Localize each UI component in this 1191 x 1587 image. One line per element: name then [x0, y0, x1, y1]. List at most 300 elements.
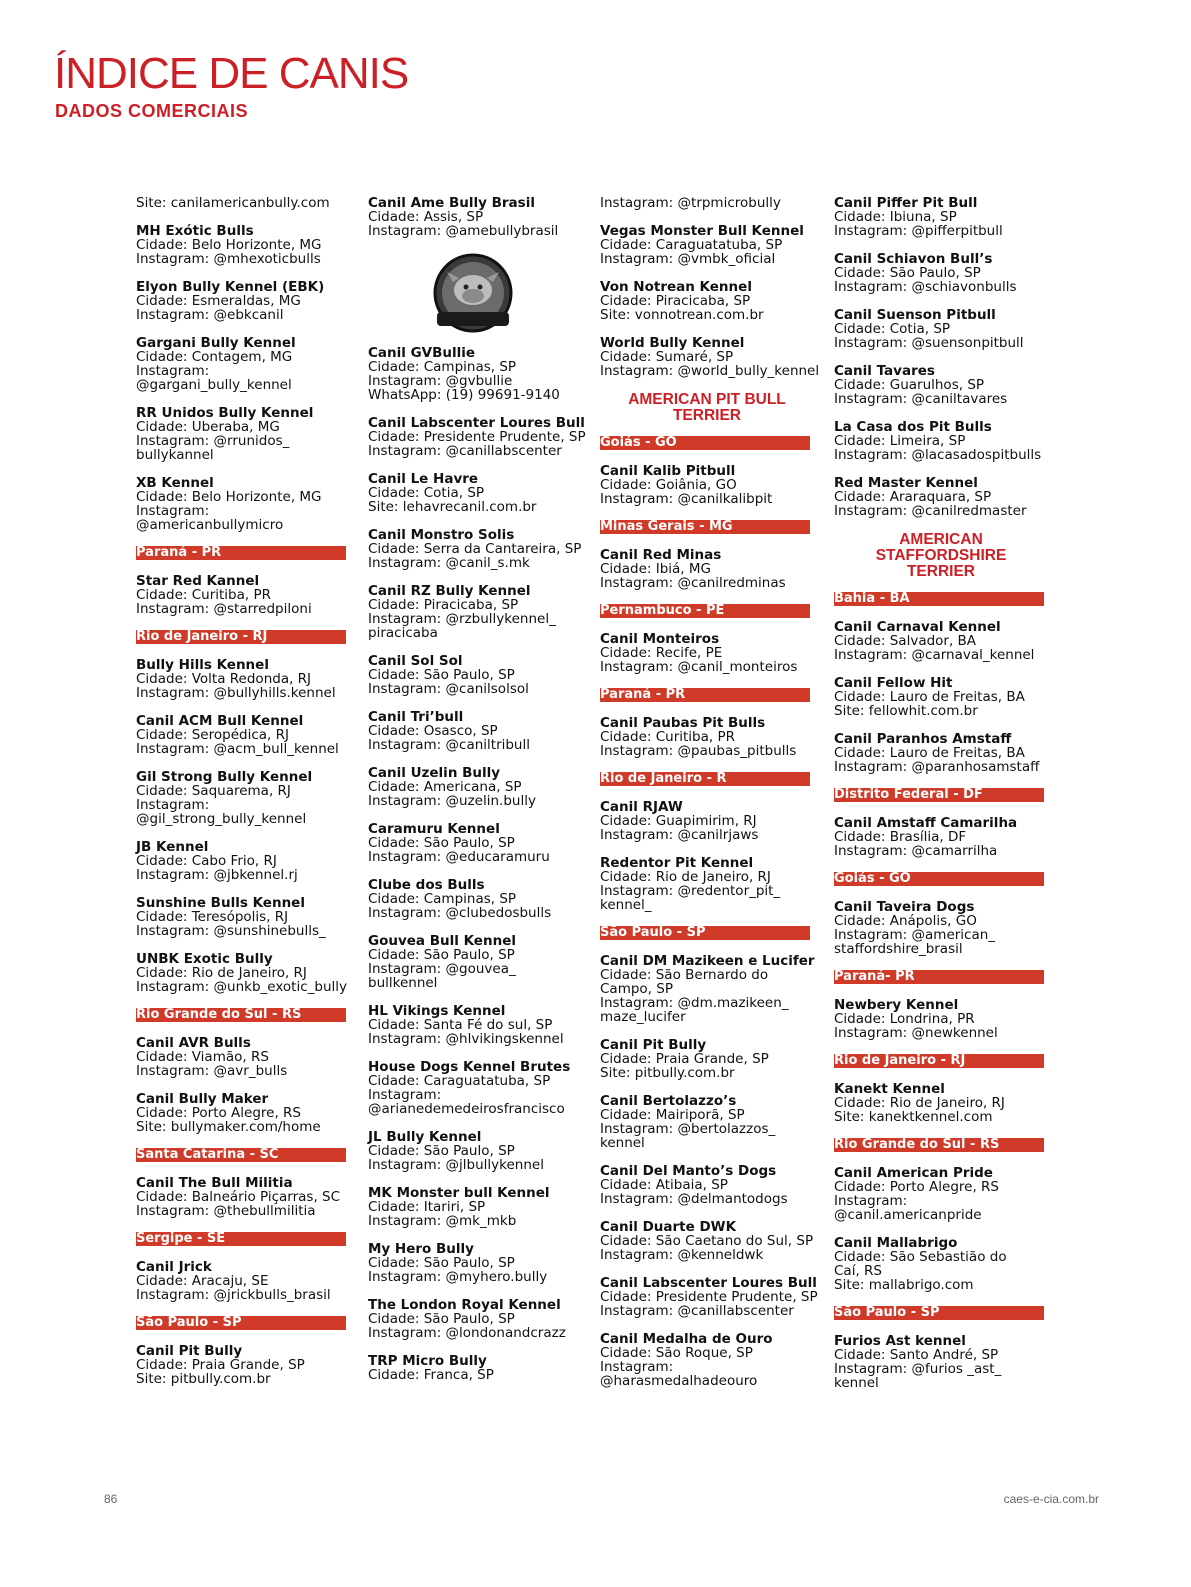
kennel-detail: Cidade: Rio de Janeiro, RJ: [600, 869, 771, 885]
kennel-detail: Instagram: @starredpiloni: [136, 601, 312, 617]
kennel-name: Star Red Kannel: [136, 573, 260, 589]
kennel-name: Canil Mallabrigo: [834, 1235, 958, 1251]
listing-text: Site: canilamericanbully.com: [136, 195, 330, 211]
region-header: Rio Grande do Sul - RS: [834, 1138, 1044, 1152]
kennel-name: Canil Bertolazzo’s: [600, 1093, 737, 1109]
kennel-detail: @canil.americanpride: [834, 1207, 982, 1223]
listing-item: [834, 816, 1048, 858]
kennel-detail: Instagram: @schiavonbulls: [834, 279, 1017, 295]
kennel-detail: Cidade: São Caetano do Sul, SP: [600, 1233, 814, 1249]
kennel-detail: Cidade: Cotia, SP: [368, 485, 485, 501]
region-header: São Paulo - SP: [600, 926, 810, 940]
kennel-detail: Instagram: @gvbullie: [368, 373, 513, 389]
kennel-detail: Instagram: @clubedosbulls: [368, 905, 552, 921]
listing-item: [136, 1260, 350, 1302]
listing-item: [136, 714, 350, 756]
listing-item: [834, 196, 1048, 238]
kennel-detail: Cidade: Rio de Janeiro, RJ: [136, 965, 307, 981]
listing-item: [600, 280, 814, 322]
kennel-detail: Instagram: @bullyhills.kennel: [136, 685, 336, 701]
footer-site: caes-e-cia.com.br: [1003, 1492, 1099, 1506]
kennel-detail: Cidade: São Roque, SP: [600, 1345, 753, 1361]
kennel-name: Canil Del Manto’s Dogs: [600, 1163, 777, 1179]
region-header: Bahia - BA: [834, 592, 1044, 606]
kennel-detail: Cidade: Mairiporã, SP: [600, 1107, 745, 1123]
kennel-detail: Instagram: @canilkalibpit: [600, 491, 773, 507]
kennel-detail: Instagram: @avr_bulls: [136, 1063, 288, 1079]
kennel-detail: Cidade: Brasília, DF: [834, 829, 967, 845]
listing-item: [600, 954, 814, 1024]
listing-item: [136, 406, 350, 462]
kennel-detail: bullkennel: [368, 975, 438, 991]
kennel-name: Gouvea Bull Kennel: [368, 933, 516, 949]
kennel-name: Canil Piffer Pit Bull: [834, 195, 978, 211]
listing-item: [368, 472, 584, 514]
listing-item: [368, 822, 584, 864]
kennel-detail: Instagram: @dm.mazikeen_: [600, 995, 789, 1011]
listing-item: [600, 464, 814, 506]
kennel-detail: Cidade: Santa Fé do sul, SP: [368, 1017, 553, 1033]
kennel-detail: Cidade: Salvador, BA: [834, 633, 977, 649]
kennel-detail: Cidade: Belo Horizonte, MG: [136, 237, 322, 253]
listing-item: [136, 224, 350, 266]
breed-heading-line: AMERICAN PIT BULL: [628, 391, 786, 408]
kennel-detail: Instagram: @acm_bull_kennel: [136, 741, 339, 757]
kennel-detail: Cidade: Cabo Frio, RJ: [136, 853, 277, 869]
kennel-detail: Cidade: Volta Redonda, RJ: [136, 671, 312, 687]
kennel-name: Clube dos Bulls: [368, 877, 485, 893]
kennel-detail: Instagram: @ebkcanil: [136, 307, 284, 323]
kennel-detail: Instagram: @canil_s.mk: [368, 555, 530, 571]
kennel-detail: Site: kanektkennel.com: [834, 1109, 993, 1125]
kennel-detail: Site: fellowhit.com.br: [834, 703, 978, 719]
kennel-name: La Casa dos Pit Bulls: [834, 419, 992, 435]
kennel-detail: Instagram: @jbkennel.rj: [136, 867, 298, 883]
kennel-detail: Instagram: @canilredminas: [600, 575, 786, 591]
kennel-detail: Instagram: @caniltribull: [368, 737, 530, 753]
kennel-detail: Cidade: Osasco, SP: [368, 723, 498, 739]
kennel-detail: Cidade: Piracicaba, SP: [600, 293, 751, 309]
page-title: ÍNDICE DE CANIS: [54, 49, 409, 98]
kennel-name: HL Vikings Kennel: [368, 1003, 506, 1019]
kennel-detail: Cidade: Caraguatatuba, SP: [368, 1073, 551, 1089]
kennel-detail: Cidade: Aracaju, SE: [136, 1273, 269, 1289]
kennel-detail: Cidade: Sumaré, SP: [600, 349, 734, 365]
kennel-detail: Cidade: Piracicaba, SP: [368, 597, 519, 613]
listing-text: Instagram: @trpmicrobully: [600, 195, 781, 211]
listing-item: [136, 574, 350, 616]
kennel-detail: kennel: [834, 1375, 879, 1391]
kennel-name: Canil Uzelin Bully: [368, 765, 501, 781]
kennel-name: Vegas Monster Bull Kennel: [600, 223, 804, 239]
listing-item: [136, 336, 350, 392]
kennel-name: Canil Fellow Hit: [834, 675, 953, 691]
kennel-name: Canil AVR Bulls: [136, 1035, 251, 1051]
kennel-detail: Cidade: Araraquara, SP: [834, 489, 992, 505]
kennel-detail: Cidade: Porto Alegre, RS: [834, 1179, 999, 1195]
listing-item: [136, 896, 350, 938]
kennel-name: Red Master Kennel: [834, 475, 978, 491]
kennel-detail: Cidade: São Bernardo do: [600, 967, 769, 983]
kennel-detail: Instagram: @myhero.bully: [368, 1269, 548, 1285]
kennel-name: Canil Tri’bull: [368, 709, 464, 725]
kennel-detail: Instagram: @gouvea_: [368, 961, 516, 977]
kennel-detail: Instagram: @jrickbulls_brasil: [136, 1287, 331, 1303]
column-2: [368, 196, 584, 1396]
kennel-detail: Instagram: @paubas_pitbulls: [600, 743, 797, 759]
kennel-name: My Hero Bully: [368, 1241, 474, 1257]
kennel-name: Canil Labscenter Loures Bull: [368, 415, 585, 431]
listing-item: [136, 952, 350, 994]
listing-item: [136, 1176, 350, 1218]
kennel-name: Sunshine Bulls Kennel: [136, 895, 305, 911]
listing-item: [368, 528, 584, 570]
kennel-name: House Dogs Kennel Brutes: [368, 1059, 571, 1075]
kennel-name: JL Bully Kennel: [368, 1129, 482, 1145]
kennel-name: Canil GVBullie: [368, 345, 476, 361]
kennel-detail: Cidade: Anápolis, GO: [834, 913, 977, 929]
kennel-detail: Cidade: Contagem, MG: [136, 349, 293, 365]
listing-item: [600, 632, 814, 674]
kennel-detail: Cidade: Ibiuna, SP: [834, 209, 957, 225]
kennel-detail: Instagram: @american_: [834, 927, 996, 943]
kennel-detail: Instagram: @delmantodogs: [600, 1191, 788, 1207]
listing-item: [834, 1166, 1048, 1222]
kennel-detail: Cidade: Assis, SP: [368, 209, 484, 225]
kennel-detail: Cidade: São Paulo, SP: [368, 1143, 515, 1159]
region-header: Rio de Janeiro - R: [600, 772, 810, 786]
kennel-detail: Instagram:: [600, 1359, 674, 1375]
kennel-name: Canil Pit Bully: [136, 1343, 243, 1359]
kennel-detail: Instagram: @vmbk_oficial: [600, 251, 776, 267]
kennel-name: Canil Paranhos Amstaff: [834, 731, 1012, 747]
kennel-detail: Instagram: @canillabscenter: [600, 1303, 794, 1319]
kennel-name: Canil RJAW: [600, 799, 683, 815]
listing-item: [368, 196, 584, 238]
kennel-detail: piracicaba: [368, 625, 438, 641]
listing-item: [834, 1334, 1048, 1390]
kennel-detail: Cidade: Presidente Prudente, SP: [600, 1289, 818, 1305]
listing-item: [368, 416, 584, 458]
kennel-detail: Site: pitbully.com.br: [600, 1065, 735, 1081]
listing-item: [600, 1275, 818, 1319]
kennel-detail: Cidade: Atibaia, SP: [600, 1177, 728, 1193]
listing-item: [368, 1004, 584, 1046]
kennel-detail: Instagram:: [136, 797, 210, 813]
kennel-detail: @gil_strong_bully_kennel: [136, 811, 307, 827]
region-header: Santa Catarina - SC: [136, 1148, 346, 1162]
kennel-detail: Instagram: @lacasadospitbulls: [834, 447, 1042, 463]
kennel-name: Bully Hills Kennel: [136, 657, 269, 673]
kennel-detail: Cidade: Guarulhos, SP: [834, 377, 985, 393]
kennel-detail: Instagram: @canilrjaws: [600, 827, 759, 843]
kennel-detail: Cidade: Curitiba, PR: [600, 729, 736, 745]
kennel-detail: Instagram: @mk_mkb: [368, 1213, 517, 1229]
listing-item: [600, 800, 814, 842]
kennel-detail: WhatsApp: (19) 99691-9140: [368, 387, 560, 403]
kennel-name: Canil The Bull Militia: [136, 1175, 293, 1191]
kennel-detail: Cidade: Praia Grande, SP: [600, 1051, 769, 1067]
kennel-detail: Cidade: São Sebastião do: [834, 1249, 1007, 1265]
kennel-detail: Cidade: Uberaba, MG: [136, 419, 280, 435]
listing-item: [136, 1344, 350, 1386]
kennel-name: Newbery Kennel: [834, 997, 959, 1013]
kennel-name: Canil ACM Bull Kennel: [136, 713, 304, 729]
kennel-name: Canil Monteiros: [600, 631, 720, 647]
listing-item: [136, 1036, 350, 1078]
kennel-detail: Cidade: Itariri, SP: [368, 1199, 486, 1215]
listing-item: [136, 476, 350, 532]
listing-item: [834, 252, 1048, 294]
kennel-name: Canil Carnaval Kennel: [834, 619, 1001, 635]
kennel-detail: Cidade: Balneário Piçarras, SC: [136, 1189, 341, 1205]
kennel-name: Canil Kalib Pitbull: [600, 463, 736, 479]
kennel-detail: Cidade: São Paulo, SP: [368, 947, 515, 963]
kennel-name: Canil Medalha de Ouro: [600, 1331, 773, 1347]
kennel-detail: Cidade: São Paulo, SP: [368, 667, 515, 683]
kennel-detail: Instagram: @unkb_exotic_bully: [136, 979, 348, 995]
listing-item: [834, 732, 1048, 774]
region-header: Paraná - PR: [600, 688, 810, 702]
page-number: 86: [104, 1492, 118, 1506]
kennel-detail: kennel_: [600, 897, 652, 913]
kennel-detail: Instagram: @camarrilha: [834, 843, 998, 859]
kennel-name: Canil DM Mazikeen e Lucifer: [600, 953, 815, 969]
listing-item: [600, 1332, 814, 1388]
kennel-detail: Instagram: @canilredmaster: [834, 503, 1027, 519]
kennel-name: The London Royal Kennel: [368, 1297, 561, 1313]
kennel-detail: Cidade: Goiânia, GO: [600, 477, 737, 493]
kennel-name: Canil Le Havre: [368, 471, 479, 487]
listing-item: [368, 1060, 584, 1116]
listing-item: [834, 364, 1048, 406]
kennel-detail: Cidade: Americana, SP: [368, 779, 522, 795]
kennel-detail: Campo, SP: [600, 981, 673, 997]
kennel-detail: Cidade: São Paulo, SP: [368, 1311, 515, 1327]
kennel-detail: Instagram: @uzelin.bully: [368, 793, 536, 809]
kennel-logo: [368, 252, 578, 334]
kennel-detail: Instagram: @rzbullykennel_: [368, 611, 556, 627]
kennel-name: Caramuru Kennel: [368, 821, 500, 837]
listing-item: [368, 1130, 584, 1172]
kennel-detail: Site: vonnotrean.com.br: [600, 307, 764, 323]
kennel-detail: @arianedemedeirosfrancisco: [368, 1101, 565, 1117]
kennel-name: Canil Paubas Pit Bulls: [600, 715, 766, 731]
breed-heading: [840, 532, 1042, 580]
listing-item: [834, 998, 1048, 1040]
kennel-name: XB Kennel: [136, 475, 214, 491]
kennel-detail: staffordshire_brasil: [834, 941, 963, 957]
kennel-detail: Instagram: @suensonpitbull: [834, 335, 1024, 351]
listing-item: [368, 654, 584, 696]
column-1: [136, 196, 350, 1400]
region-header: Pernambuco - PE: [600, 604, 810, 618]
kennel-name: Gil Strong Bully Kennel: [136, 769, 313, 785]
kennel-name: Canil Duarte DWK: [600, 1219, 737, 1235]
listing-item: [600, 1164, 814, 1206]
breed-heading: [606, 392, 808, 424]
kennel-name: UNBK Exotic Bully: [136, 951, 273, 967]
kennel-name: Gargani Bully Kennel: [136, 335, 296, 351]
kennel-detail: Instagram: @kenneldwk: [600, 1247, 764, 1263]
kennel-detail: Instagram: @carnaval_kennel: [834, 647, 1035, 663]
region-header: Sergipe - SE: [136, 1232, 346, 1246]
kennel-detail: Instagram: @redentor_pit_: [600, 883, 781, 899]
listing-item: [368, 346, 584, 402]
kennel-detail: kennel: [600, 1135, 645, 1151]
kennel-detail: Cidade: Esmeraldas, MG: [136, 293, 301, 309]
listing-item: [136, 280, 350, 322]
listing-item: [368, 1354, 584, 1382]
kennel-name: Elyon Bully Kennel (EBK): [136, 279, 325, 295]
kennel-detail: Instagram: @mhexoticbulls: [136, 251, 321, 267]
listing-item: [368, 766, 584, 808]
listing-item: [368, 1242, 584, 1284]
kennel-detail: Instagram: @hlvikingskennel: [368, 1031, 564, 1047]
kennel-detail: Cidade: Cotia, SP: [834, 321, 951, 337]
listing-item: [600, 548, 814, 590]
region-header: Rio de Janeiro - RJ: [834, 1054, 1044, 1068]
kennel-name: Canil Monstro Solis: [368, 527, 515, 543]
kennel-detail: Cidade: Lauro de Freitas, BA: [834, 745, 1025, 761]
listing-item: [834, 620, 1048, 662]
kennel-detail: Cidade: São Paulo, SP: [368, 835, 515, 851]
page-subtitle: DADOS COMERCIAIS: [55, 101, 249, 121]
kennel-detail: Caí, RS: [834, 1263, 882, 1279]
kennel-detail: Instagram: @newkennel: [834, 1025, 998, 1041]
kennel-name: MK Monster bull Kennel: [368, 1185, 550, 1201]
listing-item: [600, 716, 814, 758]
kennel-detail: Cidade: Porto Alegre, RS: [136, 1105, 301, 1121]
listing-item: [368, 710, 584, 752]
kennel-detail: Cidade: Campinas, SP: [368, 359, 517, 375]
kennel-detail: Instagram:: [136, 363, 210, 379]
kennel-detail: Instagram:: [834, 1193, 908, 1209]
kennel-detail: Instagram: @canillabscenter: [368, 443, 562, 459]
listing-item: [600, 224, 814, 266]
kennel-detail: Cidade: Viamão, RS: [136, 1049, 269, 1065]
listing-item: [600, 856, 814, 912]
kennel-name: Canil Bully Maker: [136, 1091, 269, 1107]
kennel-detail: Cidade: Serra da Cantareira, SP: [368, 541, 582, 557]
region-header: Distrito Federal - DF: [834, 788, 1044, 802]
listing-item: [834, 420, 1048, 462]
listing-item: [368, 584, 584, 640]
kennel-name: Redentor Pit Kennel: [600, 855, 754, 871]
kennel-name: Canil Red Minas: [600, 547, 722, 563]
kennel-detail: Instagram:: [136, 503, 210, 519]
breed-heading-line: STAFFORDSHIRE: [875, 547, 1007, 564]
kennel-detail: Site: bullymaker.com/home: [136, 1119, 321, 1135]
kennel-name: Canil Labscenter Loures Bull: [600, 1275, 817, 1291]
kennel-detail: Instagram: @canil_monteiros: [600, 659, 798, 675]
column-3: [600, 195, 820, 1402]
kennel-detail: Instagram: @educaramuru: [368, 849, 550, 865]
kennel-detail: Cidade: Caraguatatuba, SP: [600, 237, 783, 253]
kennel-name: Von Notrean Kennel: [600, 279, 752, 295]
region-header: Paraná - PR: [136, 546, 346, 560]
kennel-name: Canil Tavares: [834, 363, 935, 379]
kennel-detail: Instagram: @canilsolsol: [368, 681, 529, 697]
kennel-name: Canil Amstaff Camarilha: [834, 815, 1018, 831]
kennel-detail: Instagram: @amebullybrasil: [368, 223, 559, 239]
region-header: Goiás - GO: [600, 436, 810, 450]
kennel-detail: @harasmedalhadeouro: [600, 1373, 758, 1389]
kennel-detail: Instagram: @londonandcrazz: [368, 1325, 566, 1341]
listing-item: [834, 900, 1048, 956]
kennel-detail: Cidade: Limeira, SP: [834, 433, 966, 449]
kennel-name: Canil Jrick: [136, 1259, 212, 1275]
listing-item: [834, 1082, 1048, 1124]
kennel-name: Canil Taveira Dogs: [834, 899, 975, 915]
region-header: Minas Gerais - MG: [600, 520, 810, 534]
kennel-detail: Cidade: Franca, SP: [368, 1367, 494, 1383]
kennel-detail: Cidade: Guapimirim, RJ: [600, 813, 757, 829]
kennel-name: Canil Pit Bully: [600, 1037, 707, 1053]
kennel-detail: Cidade: Londrina, PR: [834, 1011, 975, 1027]
kennel-detail: Instagram: @jlbullykennel: [368, 1157, 544, 1173]
kennel-detail: Instagram: @paranhosamstaff: [834, 759, 1040, 775]
breed-heading-line: TERRIER: [906, 563, 976, 580]
breed-heading-line: TERRIER: [672, 407, 742, 424]
kennel-detail: Cidade: Rio de Janeiro, RJ: [834, 1095, 1005, 1111]
kennel-detail: Instagram: @sunshinebulls_: [136, 923, 326, 939]
kennel-detail: Instagram: @world_bully_kennel: [600, 363, 820, 379]
kennel-detail: Instagram: @caniltavares: [834, 391, 1008, 407]
kennel-detail: Instagram: @rrunidos_: [136, 433, 290, 449]
column-4: [834, 196, 1048, 1404]
listing-item: [136, 1092, 350, 1134]
kennel-detail: Cidade: Belo Horizonte, MG: [136, 489, 322, 505]
kennel-detail: Cidade: Presidente Prudente, SP: [368, 429, 586, 445]
kennel-name: Canil Sol Sol: [368, 653, 463, 669]
kennel-name: Canil American Pride: [834, 1165, 993, 1181]
listing-item: [834, 676, 1048, 718]
kennel-detail: Instagram: @bertolazzos_: [600, 1121, 776, 1137]
listing-item: [136, 770, 350, 826]
region-header: Paraná- PR: [834, 970, 1044, 984]
kennel-detail: Cidade: Lauro de Freitas, BA: [834, 689, 1025, 705]
kennel-name: TRP Micro Bully: [368, 1353, 487, 1369]
kennel-detail: @americanbullymicro: [136, 517, 284, 533]
kennel-name: RR Unidos Bully Kennel: [136, 405, 314, 421]
kennel-detail: Site: pitbully.com.br: [136, 1371, 271, 1387]
kennel-detail: Site: mallabrigo.com: [834, 1277, 974, 1293]
listing-item: [136, 840, 350, 882]
kennel-name: Canil Ame Bully Brasil: [368, 195, 535, 211]
kennel-detail: Cidade: Praia Grande, SP: [136, 1357, 305, 1373]
kennel-name: MH Exótic Bulls: [136, 223, 254, 239]
kennel-detail: @gargani_bully_kennel: [136, 377, 292, 393]
kennel-detail: Site: lehavrecanil.com.br: [368, 499, 537, 515]
kennel-detail: Cidade: Curitiba, PR: [136, 587, 272, 603]
region-header: Rio Grande do Sul - RS: [136, 1008, 346, 1022]
kennel-name: Canil RZ Bully Kennel: [368, 583, 531, 599]
kennel-name: JB Kennel: [136, 839, 209, 855]
listing-item: [368, 934, 584, 990]
region-header: Goiás - GO: [834, 872, 1044, 886]
region-header: Rio de Janeiro - RJ: [136, 630, 346, 644]
kennel-name: Furios Ast kennel: [834, 1333, 966, 1349]
kennel-detail: Cidade: Saquarema, RJ: [136, 783, 291, 799]
listing-item: [368, 1186, 584, 1228]
listing-item: [834, 476, 1048, 518]
listing-item: [368, 1298, 584, 1340]
kennel-detail: Cidade: São Paulo, SP: [368, 1255, 515, 1271]
kennel-detail: Cidade: Campinas, SP: [368, 891, 517, 907]
kennel-name: World Bully Kennel: [600, 335, 745, 351]
listing-item: [368, 878, 584, 920]
